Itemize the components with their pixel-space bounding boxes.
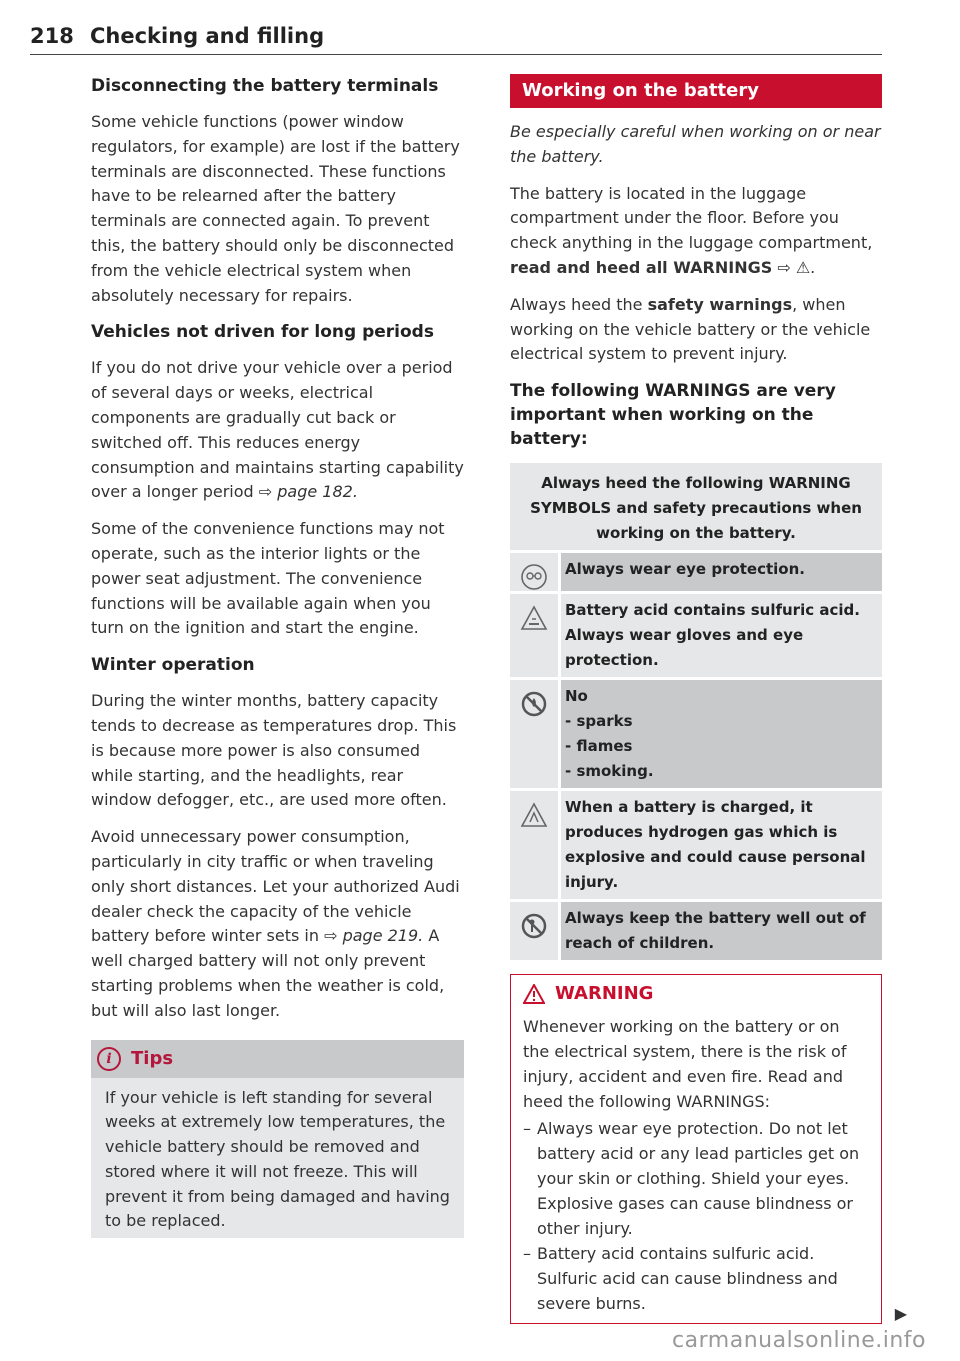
page-header [30, 24, 882, 55]
bold-text: safety warnings [647, 294, 793, 314]
row-text: Always keep the battery well out of reach of children. [561, 902, 882, 960]
watermark: carmanualsonline.info [672, 1328, 926, 1353]
page-reference-link[interactable]: ⇨ page 219. [324, 926, 424, 946]
paragraph-text: If you do not drive your vehicle over a period of several days or weeks, electrical components are gradually cut back or switched off. This reduces energy consumption and maintains starting capability over a longer period [91, 358, 464, 502]
keep-children-away-icon [510, 902, 558, 960]
row-text: Always wear eye protection. [561, 553, 882, 591]
acid-warning-icon [510, 594, 558, 677]
warning-header [523, 983, 869, 1004]
tips-body [91, 1078, 464, 1239]
tips-text: If your vehicle is left standing for several weeks at extremely low temperatures, the vehicle battery should be removed and stored where it will not freeze. This will prevent it from being damaged and having to be replaced. [105, 1087, 450, 1231]
bullet-text: Always wear eye protection. Do not let battery acid or any lead particles get on your skin or clothing. Shield your eyes. Explosive gases can cause blindness or other injury. [537, 1119, 860, 1239]
page-number: 218 [30, 24, 74, 48]
table-row [510, 791, 882, 899]
paragraph-not-driven [91, 356, 464, 505]
warning-bullet: – Always wear eye protection. Do not let battery acid or any lead particles get on your skin or clothing. Shield your eyes. Explosive gases can cause blindness or other injury. [523, 1116, 869, 1241]
warning-symbols-table [510, 463, 882, 960]
warning-triangle-icon [523, 984, 545, 1004]
warning-title: WARNING [555, 983, 654, 1005]
paragraph-text: The battery is located in the luggage compartment under the floor. Before you check anything in the luggage compartment, [510, 183, 873, 253]
page-reference-link[interactable]: ⇨ page 182. [258, 482, 358, 502]
section-title: Checking and filling [90, 24, 325, 48]
tips-header [91, 1040, 464, 1078]
tips-box [91, 1040, 464, 1239]
paragraph-location [510, 182, 882, 281]
table-row [510, 680, 882, 788]
left-column [91, 74, 464, 1238]
tips-label: Tips [131, 1048, 174, 1069]
bold-text: read and heed all WARNINGS [510, 257, 773, 277]
row-text: When a battery is charged, it produces hydrogen gas which is explosive and could cause personal injury. [561, 791, 882, 899]
warning-bullet: – Battery acid contains sulfuric acid. Sulfuric acid can cause blindness and severe burns. [523, 1241, 869, 1316]
table-row [510, 594, 882, 677]
row-text: Battery acid contains sulfuric acid. Always wear gloves and eye protection. [561, 594, 882, 677]
heading-disconnect: Disconnecting the battery terminals [91, 76, 439, 96]
info-icon: i [97, 1047, 121, 1071]
warning-box [510, 974, 907, 1324]
heading-following: The following WARNINGS are very important when working on the battery: [510, 381, 836, 450]
table-row [510, 553, 882, 591]
bullet-text: Battery acid contains sulfuric acid. Sulfuric acid can cause blindness and severe burns. [537, 1244, 838, 1314]
paragraph-text: Avoid unnecessary power consumption, particularly in city traffic or when traveling only short distances. Let your authorized Audi dealer check the capacity of the vehicle battery before winter sets in [91, 827, 460, 946]
no-fire-icon [510, 680, 558, 788]
paragraph-disconnect: Some vehicle functions (power window regulators, for example) are lost if the battery terminals are disconnected. These functions have to be relearned after the battery terminals are connected again. To prevent this, the battery should only be disconnected from the vehicle electrical system when absolutely necessary for repairs. [91, 112, 460, 305]
explosive-warning-icon [510, 791, 558, 899]
row-text: No - sparks - flames - smoking. [561, 680, 882, 788]
paragraph-winter-1: During the winter months, battery capacity tends to decrease as temperatures drop. This is because more power is also consumed while starting, and the headlights, rear window defogger, etc., are used more often. [91, 691, 457, 810]
table-row [510, 902, 882, 960]
eye-protection-icon [510, 553, 558, 591]
section-banner: Working on the battery [510, 74, 882, 108]
paragraph-text: A well charged battery will not only prevent starting problems when the weather is cold, but will also last longer. [91, 926, 445, 1020]
paragraph-text: Always heed the [510, 294, 643, 314]
paragraph-winter-2 [91, 825, 464, 1023]
intro-text: Be especially careful when working on or near the battery. [510, 122, 881, 166]
table-header: Always heed the following WARNING SYMBOLS and safety precautions when working on the battery. [510, 463, 882, 550]
paragraph-convenience: Some of the convenience functions may not operate, such as the interior lights or the power seat adjustment. The convenience functions will be available again when you turn on the ignition and start the engine. [91, 519, 445, 638]
warning-intro: Whenever working on the battery or on the electrical system, there is the risk of injury, accident and even fire. Read and heed the following WARNINGS: [523, 1017, 847, 1112]
paragraph-safety [510, 293, 882, 367]
heading-not-driven: Vehicles not driven for long periods [91, 322, 434, 343]
continue-arrow-icon: ▶ [894, 1304, 907, 1324]
paragraph-text: , when working on the vehicle battery or the vehicle electrical system to prevent injury. [510, 294, 871, 364]
right-column [510, 74, 907, 1324]
heading-winter: Winter operation [91, 655, 255, 676]
warning-reference-link[interactable]: ⇨ ⚠. [777, 257, 816, 277]
